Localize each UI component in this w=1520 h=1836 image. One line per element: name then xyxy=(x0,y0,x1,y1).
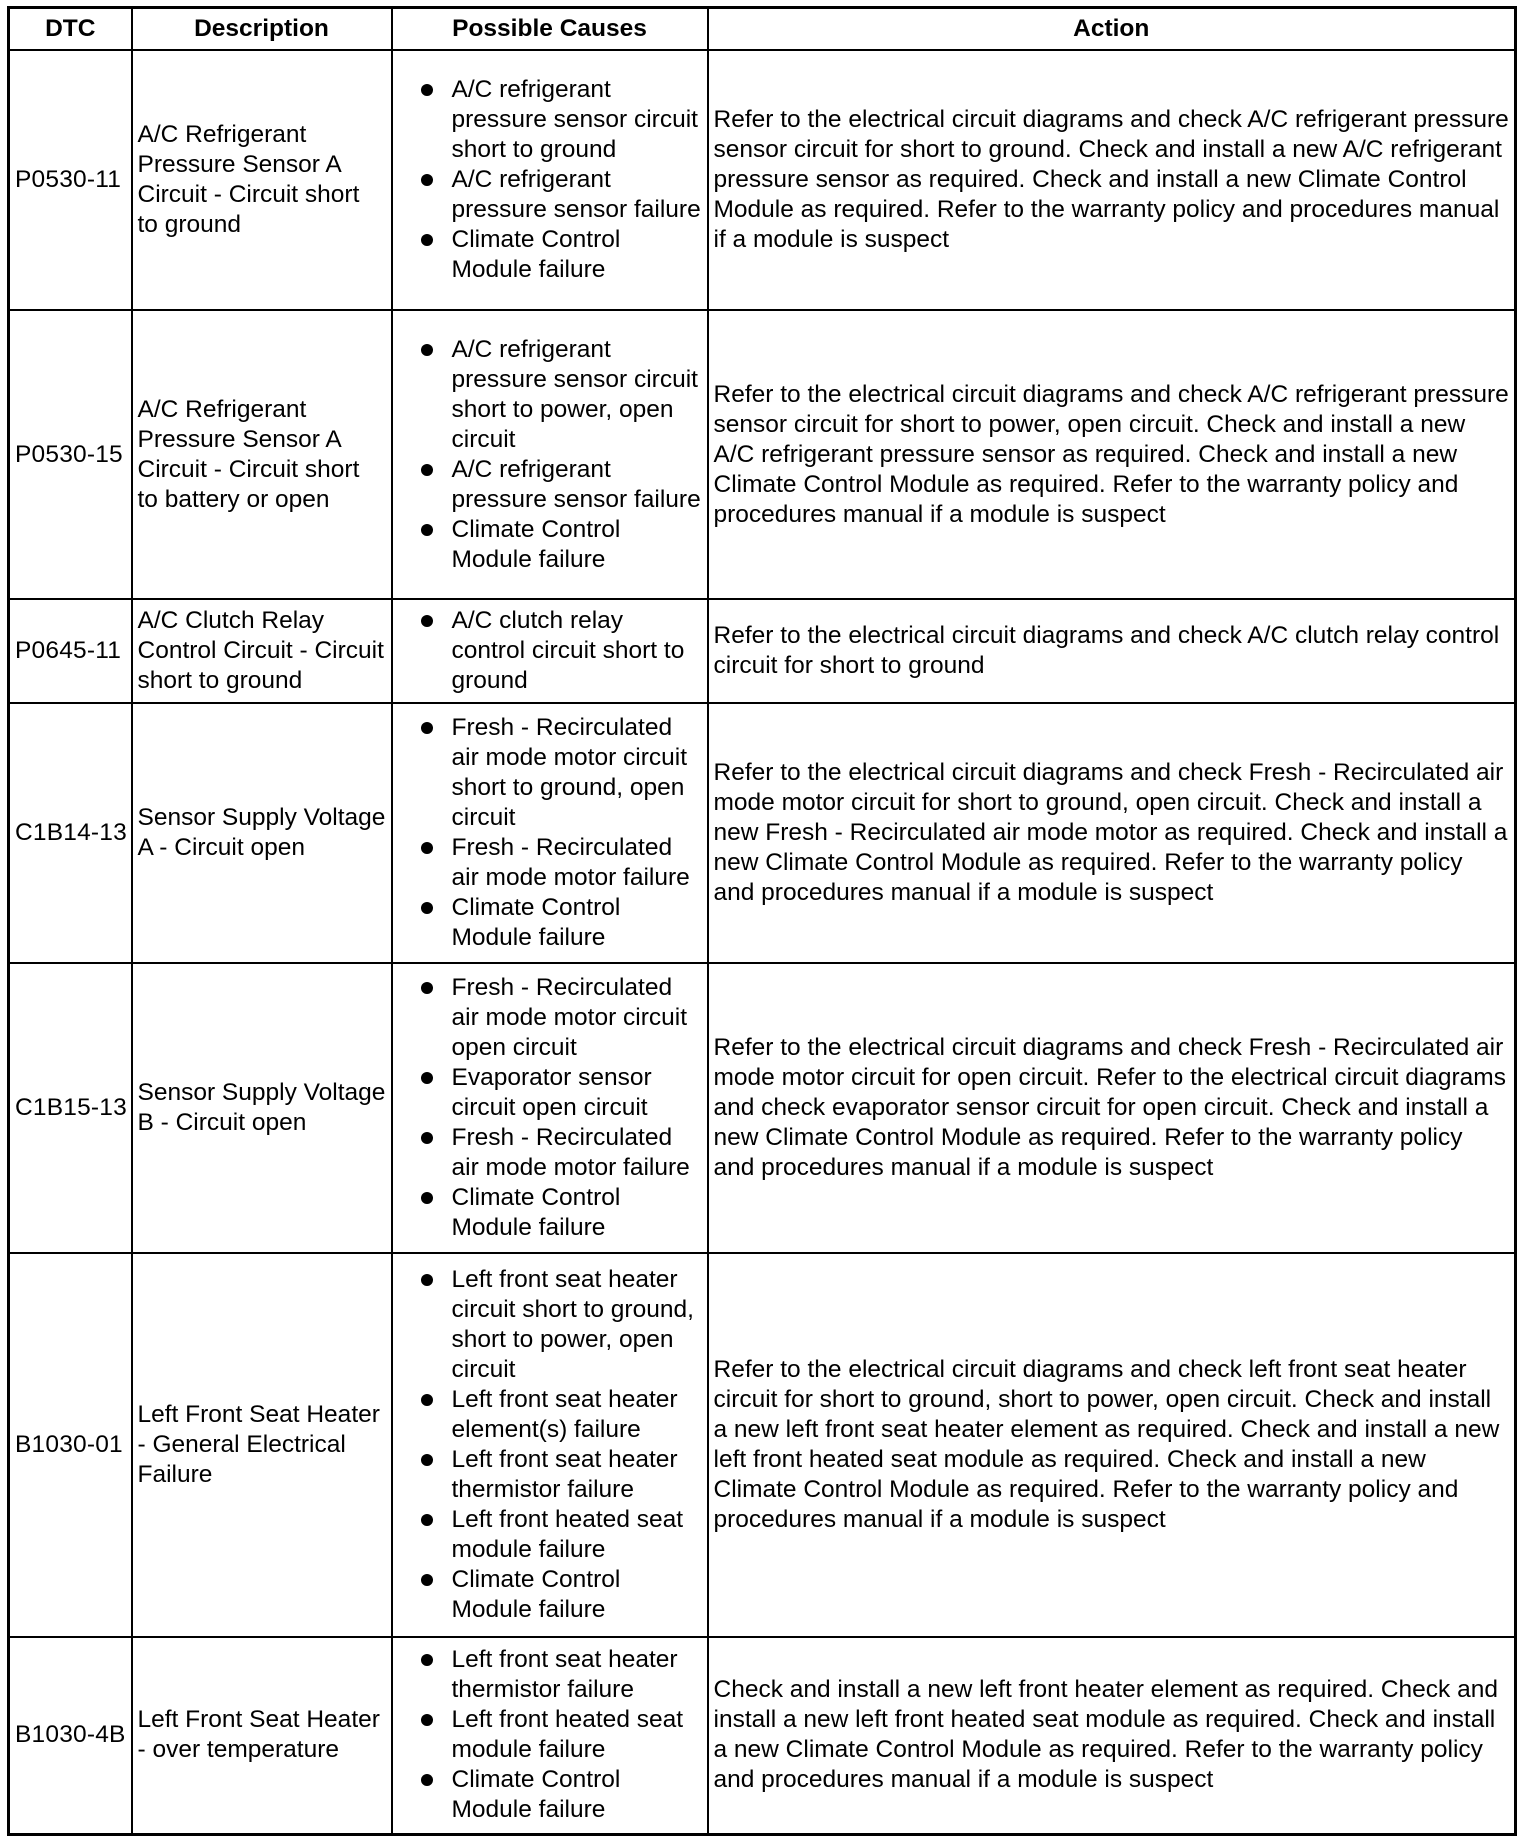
cause-item: Climate Control Module failure xyxy=(398,1565,702,1625)
cause-item: A/C refrigerant pressure sensor failure xyxy=(398,165,702,225)
cause-item: Left front heated seat module failure xyxy=(398,1505,702,1565)
possible-causes-cell xyxy=(392,963,708,1253)
header-action: Action xyxy=(708,8,1516,51)
dtc-description: A/C Clutch Relay Control Circuit - Circuit short to ground xyxy=(132,599,392,703)
header-row xyxy=(9,8,1516,51)
action-text: Refer to the electrical circuit diagrams and check left front seat heater circuit for short to ground, short to power, open circuit. Check and install a new left front seat heater element as required. Check and install a new left front heated seat module as required. Check and install a new Climate Control Module as required. Refer to the warranty policy and procedures manual if a module is suspect xyxy=(708,1253,1516,1637)
cause-item: Left front heated seat module failure xyxy=(398,1705,702,1765)
action-text: Refer to the electrical circuit diagrams and check A/C refrigerant pressure sensor circuit for short to ground. Check and install a new A/C refrigerant pressure sensor as required. Check and install a new Climate Control Module as required. Refer to the warranty policy and procedures manual if a module is suspect xyxy=(708,50,1516,310)
dtc-description: A/C Refrigerant Pressure Sensor A Circuit - Circuit short to battery or open xyxy=(132,310,392,599)
possible-causes-cell xyxy=(392,1253,708,1637)
action-text: Refer to the electrical circuit diagrams and check Fresh - Recirculated air mode motor circuit for short to ground, open circuit. Check and install a new Fresh - Recirculated air mode motor as required. Check and install a new Climate Control Module as required. Refer to the warranty policy and procedures manual if a module is suspect xyxy=(708,703,1516,963)
cause-item: Climate Control Module failure xyxy=(398,893,702,953)
dtc-code: P0645-11 xyxy=(9,599,132,703)
dtc-table xyxy=(7,6,1517,1836)
cause-item: A/C refrigerant pressure sensor failure xyxy=(398,455,702,515)
cause-item: Evaporator sensor circuit open circuit xyxy=(398,1063,702,1123)
table-row xyxy=(9,703,1516,963)
cause-list xyxy=(398,1265,702,1625)
dtc-code: C1B14-13 xyxy=(9,703,132,963)
table-row xyxy=(9,599,1516,703)
table-row xyxy=(9,310,1516,599)
cause-list xyxy=(398,75,702,285)
header-dtc: DTC xyxy=(9,8,132,51)
cause-list xyxy=(398,1645,702,1825)
action-text: Refer to the electrical circuit diagrams and check Fresh - Recirculated air mode motor circuit for open circuit. Refer to the electrical circuit diagrams and check evaporator sensor circuit for open circuit. Check and install a new Climate Control Module as required. Refer to the warranty policy and procedures manual if a module is suspect xyxy=(708,963,1516,1253)
cause-item: A/C refrigerant pressure sensor circuit short to ground xyxy=(398,75,702,165)
cause-item: Climate Control Module failure xyxy=(398,225,702,285)
cause-item: Fresh - Recirculated air mode motor failure xyxy=(398,833,702,893)
dtc-description: A/C Refrigerant Pressure Sensor A Circuit - Circuit short to ground xyxy=(132,50,392,310)
header-possible-causes: Possible Causes xyxy=(392,8,708,51)
cause-item: Climate Control Module failure xyxy=(398,515,702,575)
possible-causes-cell xyxy=(392,310,708,599)
dtc-description: Left Front Seat Heater - over temperature xyxy=(132,1637,392,1834)
cause-item: Climate Control Module failure xyxy=(398,1183,702,1243)
cause-list xyxy=(398,973,702,1243)
dtc-description: Left Front Seat Heater - General Electrical Failure xyxy=(132,1253,392,1637)
dtc-description: Sensor Supply Voltage A - Circuit open xyxy=(132,703,392,963)
possible-causes-cell xyxy=(392,50,708,310)
cause-item: Fresh - Recirculated air mode motor circuit short to ground, open circuit xyxy=(398,713,702,833)
table-row xyxy=(9,50,1516,310)
cause-list xyxy=(398,713,702,953)
possible-causes-cell xyxy=(392,703,708,963)
action-text: Check and install a new left front heater element as required. Check and install a new left front heated seat module as required. Check and install a new Climate Control Module as required. Refer to the warranty policy and procedures manual if a module is suspect xyxy=(708,1637,1516,1834)
dtc-code: P0530-15 xyxy=(9,310,132,599)
dtc-code: P0530-11 xyxy=(9,50,132,310)
possible-causes-cell xyxy=(392,1637,708,1834)
cause-item: Fresh - Recirculated air mode motor failure xyxy=(398,1123,702,1183)
possible-causes-cell xyxy=(392,599,708,703)
header-description: Description xyxy=(132,8,392,51)
cause-item: Climate Control Module failure xyxy=(398,1765,702,1825)
dtc-code: B1030-4B xyxy=(9,1637,132,1834)
cause-item: Left front seat heater circuit short to ground, short to power, open circuit xyxy=(398,1265,702,1385)
cause-item: Left front seat heater thermistor failure xyxy=(398,1645,702,1705)
action-text: Refer to the electrical circuit diagrams and check A/C refrigerant pressure sensor circuit for short to power, open circuit. Check and install a new A/C refrigerant pressure sensor as required. Check and install a new Climate Control Module as required. Refer to the warranty policy and procedures manual if a module is suspect xyxy=(708,310,1516,599)
cause-item: Left front seat heater element(s) failure xyxy=(398,1385,702,1445)
cause-list xyxy=(398,606,702,696)
table-row xyxy=(9,963,1516,1253)
table-row xyxy=(9,1637,1516,1834)
dtc-description: Sensor Supply Voltage B - Circuit open xyxy=(132,963,392,1253)
cause-item: Fresh - Recirculated air mode motor circuit open circuit xyxy=(398,973,702,1063)
dtc-code: C1B15-13 xyxy=(9,963,132,1253)
cause-item: A/C clutch relay control circuit short to ground xyxy=(398,606,702,696)
action-text: Refer to the electrical circuit diagrams and check A/C clutch relay control circuit for short to ground xyxy=(708,599,1516,703)
table-row xyxy=(9,1253,1516,1637)
cause-item: A/C refrigerant pressure sensor circuit short to power, open circuit xyxy=(398,335,702,455)
cause-list xyxy=(398,335,702,575)
cause-item: Left front seat heater thermistor failure xyxy=(398,1445,702,1505)
dtc-code: B1030-01 xyxy=(9,1253,132,1637)
